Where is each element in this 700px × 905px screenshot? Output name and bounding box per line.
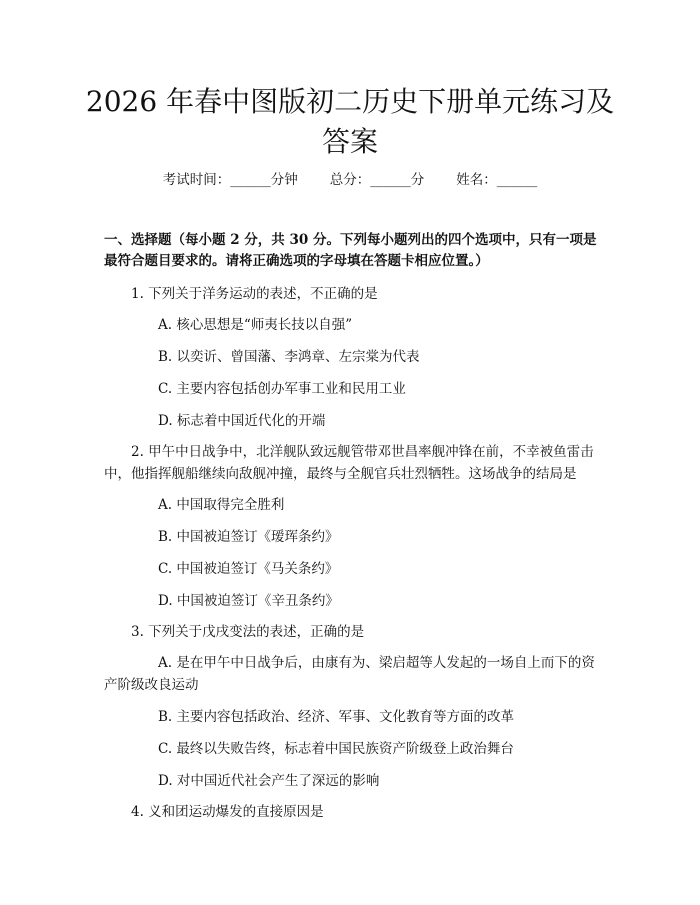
score-blank: ______: [370, 172, 411, 188]
name-label: 姓名：: [456, 172, 497, 188]
question-option: A. 中国取得完全胜利: [158, 497, 285, 513]
question-stem: 4. 义和团运动爆发的直接原因是: [131, 804, 324, 820]
question-option: D. 标志着中国近代化的开端: [158, 413, 326, 429]
page-title: 2026 年春中图版初二历史下册单元练习及答案: [85, 85, 615, 158]
name-blank: ______: [496, 172, 538, 188]
question-option: C. 主要内容包括创办军事工业和民用工业: [158, 381, 406, 397]
time-unit: 分钟: [270, 172, 298, 188]
question-stem: 1. 下列关于洋务运动的表述，不正确的是: [131, 286, 378, 302]
section-heading: 一、选择题（每小题 2 分，共 30 分。下列每小题列出的四个选项中，只有一项是最符合题目要求的。请将正确选项的字母填在答题卡相应位置。）: [104, 232, 597, 269]
exam-info-line: [0, 168, 700, 188]
question-stem: 3. 下列关于戊戌变法的表述，正确的是: [131, 624, 365, 640]
question-option: A. 核心思想是“师夷长技以自强”: [158, 317, 353, 333]
question-option: B. 以奕䜣、曾国藩、李鸿章、左宗棠为代表: [158, 349, 420, 365]
question-stem: 2. 甲午中日战争中，北洋舰队致远舰管带邓世昌率舰冲锋在前，不幸被鱼雷击中，他指挥舰船继续向敌舰冲撞，最终与全舰官兵壮烈牺牲。这场战争的结局是: [104, 444, 594, 482]
question-option: D. 对中国近代社会产生了深远的影响: [158, 773, 380, 789]
time-label: 考试时间：: [162, 172, 231, 188]
question-option: B. 中国被迫签订《瑷珲条约》: [158, 529, 339, 545]
question-option: B. 主要内容包括政治、经济、军事、文化教育等方面的改革: [158, 709, 515, 725]
score-unit: 分: [410, 172, 425, 188]
question-option: C. 最终以失败告终，标志着中国民族资产阶级登上政治舞台: [158, 741, 514, 757]
question-option: A. 是在甲午中日战争后，由康有为、梁启超等人发起的一场自上而下的资产阶级改良运动: [104, 655, 595, 693]
question-option: C. 中国被迫签订《马关条约》: [158, 561, 339, 577]
time-blank: ______: [230, 172, 271, 188]
question-option: D. 中国被迫签订《辛丑条约》: [158, 593, 339, 609]
score-label: 总分：: [329, 172, 371, 188]
